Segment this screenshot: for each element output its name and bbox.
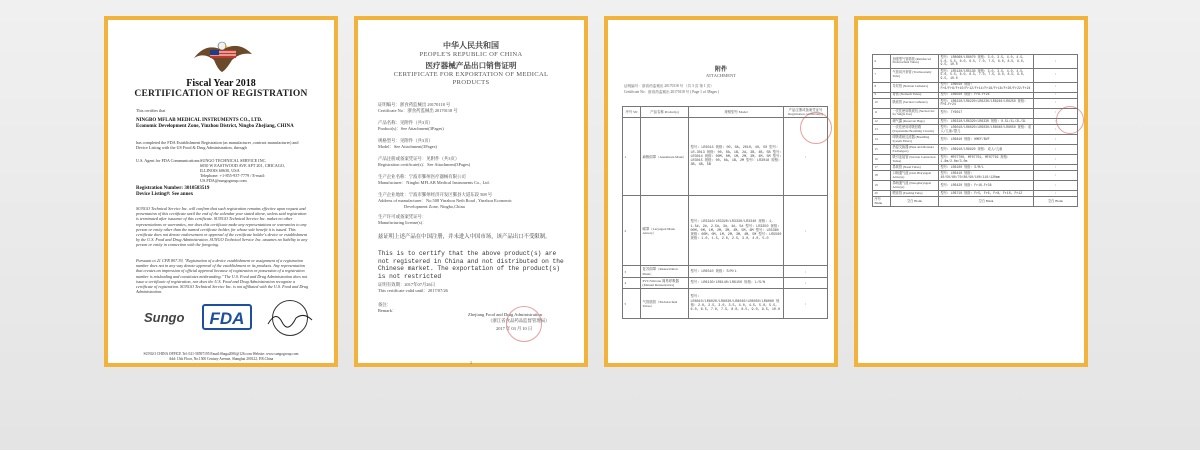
issuer: Zhejiang Food and Drug Administration [468,312,543,317]
agent-address-1: 6050 W EASTWOOD AVE APT 201, CHICAGO, [200,163,285,168]
cell-product: 喉罩（Laryngeal Mask Airway） [641,196,689,266]
cell-product: 胃管 (Stomach Tubes) [891,92,939,98]
cell-model: 型号: LR3310/LR3320/LR3330/LR3340 规格: 1, 1.5#, 2#, 2.5#, 3#, 4#, 5# 型号: LR3350 规格: 00M, 0M, 1M, 2M, 3M, 4M, 5M, 6M 型号: LR3360 规格: 00M, 0M, 1M, 2M, 3M, 4M, 5M 型号: LR5500 规格: 1.0, 1.5, 2.0, 2.5, 3.0, 4.0, 5.0 [689,196,784,266]
title-en: CERTIFICATE FOR EXPORTATION OF MEDICAL PRODUCTS [393,71,549,86]
cell-sn: 20 [873,191,891,197]
address-en-2: Development Zone, Ningbo,China [404,204,465,209]
attachment-page-1 [614,26,828,357]
cell-sn: 9 [873,92,891,98]
cell-product: 呼吸系统过滤器 (Breathing System Filters) [891,135,939,145]
table-row [873,68,1078,82]
table-row [623,277,828,288]
agent-address-2: ILLINOIS 60630, USA [200,168,240,173]
official-red-seal-icon [506,306,542,342]
cell-registration: / [1034,55,1078,69]
cell-sn: 16 [873,155,891,165]
cell-model: 型号: TY6017 [939,108,1034,118]
cell-registration: / [1034,82,1078,92]
cell-product: 热湿交换器 (Heat and Moisture Exchangers) [891,145,939,155]
certificate-frame-1[interactable] [104,16,338,367]
cell-model: 型号: LR6100 规格: S/M/L [939,165,1034,171]
cell-product: 麻醉面罩（Anesthesia Mask） [641,118,689,196]
cell-model: 型号: LR6010/LR6020/LR6030/LR6040/LR6050 规格: 成人/儿童/婴儿 [939,125,1034,135]
cell-registration: / [784,289,828,319]
registration-en: Registration certificate(s)：See Attachment(3Pages) [378,162,471,167]
title-cn: 医疗器械产品出口销售证明 [425,61,517,70]
cell-registration: / [1034,145,1078,155]
export-certificate [364,26,578,365]
cell-model: 型号: LR6910/LR6920 规格: 成人/儿童 [939,145,1034,155]
cell-registration: / [1034,181,1078,191]
header-product: 产品名称 Product(s) [641,107,689,118]
certificate-frame-2[interactable] [354,16,588,367]
statement-cn: 兹证明上述产品在中国注册，并未进入中国市场，该产品出口不受限制。 [378,234,551,240]
cell-model: 型号: LR6020 规格: Fr6-Fr24 [939,92,1034,98]
country-en: PEOPLE'S REPUBLIC OF CHINA [419,51,523,58]
address-cn: 生产企业地址：宁波市鄞州经济开发区鄞县大道东段 508 号 [378,192,493,197]
cell-model: 型号: LR6310/LR6320/LR6330 规格: 0.5L/1L/2L/3L [939,118,1034,124]
cell-registration: / [1034,135,1078,145]
product-en: Product(s)：See Attachment(3Pages) [378,126,444,131]
table-row [623,118,828,196]
cell-sn: 1 [623,118,641,196]
attachment-cert-en: Certificate No：浙食药监械出 20170118 号 ( Page 1 of 3Pages ) [624,90,719,94]
cell-sn: 4 [623,277,641,288]
cell-registration: / [1034,92,1078,98]
cell-sn: 7 [873,68,891,82]
cell-sn: 17 [873,165,891,171]
completed-text: has completed the FDA Establishment Registration (as manufacturer ,contract manufacturer) and Device Listing with the US Food & Drug Administration, through [136,140,299,151]
statement-en: This is to certify that the above product(s) are not registered in China and not distributed on the Chinese market. The exportation of the product(s) is not restricted [378,250,564,280]
cell-product: 复苏面罩（Resuscitation Mask） [641,266,689,277]
cert-no-cn: 证明编号：浙食药监械出 20170118 号 [378,102,451,107]
table-row [623,196,828,266]
valid-date-en: This certificate valid until：2017/07/26 [378,288,448,293]
device-listing: Device Listing#: See annex [136,192,194,197]
cell-product: 一次性使用呼吸回路 (Expandable Breathing Circuits) [891,125,939,135]
cell-registration: / [784,277,828,288]
cell-sn: 13 [873,125,891,135]
cell-product: 气管插管（Endotracheal Tubes） [641,289,689,319]
cell-registration: / [784,196,828,266]
cell-sn: 18 [873,171,891,181]
cell-model: 型号: LR6210/LR6220/LR6230/LR6240/LR6250 规格: Fr6-Fr24 [939,98,1034,108]
cell-registration: / [1034,68,1078,82]
cell-model: 型号: LR6130/LR6140/LR6150 规格: L/S/N [689,277,784,288]
cell-sn: 2 [623,196,641,266]
footer-blank: 空白 Blank [939,197,1034,207]
cell-model: 型号: LR6510 规格: S/M/L [689,266,784,277]
agent-name: SUNGO TECHNICAL SERVICE INC. [200,158,267,163]
cell-product: 吸痰管 (Suction Catheters) [891,98,939,108]
attachment-cert-cn: 证明编号：浙食药监械出 20170118 号 （共 3 页 第 1 页） [624,84,714,88]
manufacturer-cn: 生产企业名称：宁波市鄞州医疗器械有限公司 [378,174,466,179]
cell-product: 鼻咽通气道 (Nasopharyngeal Airways) [891,181,939,191]
cell-sn: 11 [873,108,891,118]
eagle-flag-icon [192,36,254,74]
company-name: NINGBO MFLAB MEDICAL INSTRUMENTS CO., LTD. [136,118,263,123]
remark-en: Remark： [378,308,397,313]
attachment-page-2 [864,26,1078,357]
cell-model: 型号: LR8010/LR8020/LR8030/LR8040/LR8050/LR8060 规格: 2.0, 2.5, 3.0, 3.5, 4.0, 4.5, 5.0, 5.5, 6.0, 6.5, 7.0, 7.5, 8.0, 8.5, 9.0, 9.5, 10.0 [689,289,784,319]
logo-row [144,304,314,334]
remark-cn: 备注： [378,302,392,307]
manufacturer-en: Manufacturer：Ningbo MFLAB Medical Instruments Co., Ltd. [378,180,490,185]
fda-registration-certificate [114,26,328,361]
footer-blank: 空白 Blank [891,197,939,207]
header-sn: 序号 SN [623,107,641,118]
table-row [623,266,828,277]
cell-sn: 5 [623,289,641,319]
agent-label: U.S. Agent for FDA Communications: [136,158,201,163]
registration-cn: 产品注册或备案凭证号：见附件（共3页） [378,156,460,161]
sungo-logo: Sungo [144,310,185,325]
cell-registration: / [784,118,828,196]
cell-product: 口咽通气道 (Oral Pharyngeal Airways) [891,171,939,181]
cell-sn: 6 [873,55,891,69]
cell-model: 型号: LR6810 规格: HMEF/BVF [939,135,1034,145]
disclaimer-paragraph-2: Pursuant to 21 CFR 807.39, "Registration of a device establishment or assignment of a registration number does not in any way denote approval of the establishment or its products. Any representation that creates an impression of official approval because of registration or possession of a registration number is misleading and constitutes misbranding." The U.S. Food and Drug Administration does not issue a certificate of registration, nor does the U.S. Food and Drug Administration recognize a certificate of registration. SUNGO Technical Service Inc. is not affiliated with the U.S. Food and Drug Administration. [136,258,309,295]
cell-registration: / [1034,98,1078,108]
table-row [873,55,1078,69]
cell-sn: 3 [623,266,641,277]
cell-model: 型号: LR6710 规格: Fr5, Fr6, Fr8, Fr10, Fr12 [939,191,1034,197]
cell-product: PVC/Silicone 简易呼吸器 (Manual Resuscitators) [641,277,689,288]
attachment-table-1 [622,106,828,319]
fda-logo: FDA [202,304,252,330]
cell-registration: / [1034,165,1078,171]
cell-product: 储气囊 (Reservoir Bags) [891,118,939,124]
cell-product: 气管切开套管 (Tracheostomy Tube) [891,68,939,82]
signature-icon [266,308,316,330]
cell-product: 吸引连接管 (Suction Connection Tubes) [891,155,939,165]
table-footer-row [873,197,1078,207]
fiscal-year: Fiscal Year 2018 [186,78,256,89]
footer [118,352,324,361]
certificate-frame-3[interactable] [604,16,838,367]
issuer-cn: （浙江省食品药品监督管理局） [488,318,550,323]
cell-model: 型号: LR8060/LR8070 规格: 3.0, 3.5, 4.0, 4.5, 5.0, 5.5, 6.0, 6.5, 7.0, 7.5, 8.0, 8.5, 9.0, 9.5, 10.0 [939,55,1034,69]
attachment-title-cn: 附件 [714,67,727,73]
cell-model: 型号: LR6410 规格: 40/50/60/70/80/90/100/110/120mm [939,171,1034,181]
valid-date-cn: 证明有效期：2017年07月26日 [378,282,436,287]
cell-registration: / [1034,155,1078,165]
registration-number: Registration Number: 3010583519 [136,186,210,191]
table-row [873,135,1078,145]
header-registration: 产品注册或备案凭证号 Registration certificate(s) [784,107,828,118]
cell-model: 型号: LR3013 规格: 00, 0A, 2010, 40, 50 型号: LR-3013 规格: 00, 0A, 1B, 2A, 3B, 4B, 5B 型号: LR3014 规格: 00M, 0M, 1M, 2M, 3M, 4M, 5M 型号: LR3015 规格: 00, 0A, 1B, 2M 型号: LR3018 规格: 3B, 4B, 5B [689,118,784,196]
table-row [873,125,1078,135]
product-cn: 产品名称：见附件（共3页） [378,120,433,125]
model-en: Model：See Attachment(3Pages) [378,144,437,149]
table-row [873,155,1078,165]
cell-registration: / [784,266,828,277]
address-en-1: Address of manufacturer：No.508 Yinzhou Neth Road , Yinzhou Economic [378,198,512,203]
footer-blank: 空白 Blank [1034,197,1078,207]
table-header-row [623,107,828,118]
cell-registration: / [1034,118,1078,124]
table-row [873,108,1078,118]
agent-telephone: Telephone: +1-855-937-7779 / E-mail: US.FDA@sungogroup.com [200,173,265,184]
certificate-frame-4[interactable] [854,16,1088,367]
license-en: Manufacturing license(s)： [378,220,427,225]
cell-sn: 14 [873,135,891,145]
issue-date: 2017 年 03 月 10 日 [496,326,533,331]
table-row [623,289,828,319]
table-row [873,181,1078,191]
model-cn: 规格型号：见附件（共3页） [378,138,433,143]
footer-contact: SUNGO CHINA OFFICE Tel: 021-58597195 Email:Shaga2006@126.com Website: www.sungogroup.com [143,352,299,356]
cell-model: 型号: LR6010 规格: Fr6/Fr8/Fr10/Fr12/Fr14/Fr16/Fr18/Fr20/Fr22/Fr24 [939,82,1034,92]
cell-model: 型号: LR5120/LR5130 规格: 3.0, 3.5, 4.0, 4.5, 5.0, 5.5, 6.0, 6.5, 7.0, 7.5, 8.0, 8.5, 9.0, 9.5, 10.0 [939,68,1034,82]
cell-product: 喂食管 (Feeding Tube) [891,191,939,197]
cell-registration: / [1034,191,1078,197]
page-number: 1 [469,360,473,365]
cell-sn: 15 [873,145,891,155]
company-address: Economic Development Zone, Yinzhou District, Ningbo Zhejiang, CHINA [136,124,294,129]
disclaimer-paragraph-1: SUNGO Technical Service Inc. will confirm that such registration remains effective upon request and presentation of this certificate until the end of the calendar year stated above, unless said registration is terminated after issuance of this certificate. SUNGO Technical Service Inc. makes no other representations or warranties, nor does this certificate make any representations or warranties to any person or entity other than the named certificate holder, for whose sole benefit it is issued. This certificate does not denote endorsement or approval of the certificate holder's device or establishment by the U.S. Food and Drug Administration. SUNGO Technical Service Inc. assumes no liability to any person or entity in connection with the foregoing. [136,206,308,248]
cell-product: 鼻氧管 (Nasal Tubes) [891,165,939,171]
certificate-title: CERTIFICATION OF REGISTRATION [134,89,308,99]
table-row [873,82,1078,92]
attachment-table-2 [872,54,1078,207]
header-model: 规格型号 Model [689,107,784,118]
cell-sn: 12 [873,118,891,124]
certifies-text: This certifies that [136,108,166,113]
table-row [873,145,1078,155]
cell-model: 型号: LR6420 规格: Fr16-Fr36 [939,181,1034,191]
cell-sn: 8 [873,82,891,92]
attachment-title-en: ATTACHMENT [705,73,737,78]
cell-product: 导尿管 (Nelaton Catheters) [891,82,939,92]
table-row [873,171,1078,181]
cell-product: 加强型气管插管 (Reinforced Endotracheal Tubes) [891,55,939,69]
cert-no-en: Certificate No：浙食药监械出 20170118 号 [378,108,458,113]
country-cn: 中华人民共和国 [443,41,499,50]
cell-sn: 10 [873,98,891,108]
cell-sn: 19 [873,181,891,191]
license-cn: 生产许可或备案凭证号： [378,214,427,219]
cell-model: 型号: MF07700, MF07701, MF07702 规格: 1.8m/2.0m/3.0m [939,155,1034,165]
cell-registration: / [1034,171,1078,181]
table-row [873,98,1078,108]
footer-address: Add: 13th Floor, No.1500 Century Avenue, Shanghai 200122, P.R.China [168,356,274,361]
cell-product: 一次性使用吸痰包 (Suction Set for Single Use) [891,108,939,118]
cell-registration: / [1034,108,1078,118]
cell-registration: / [1034,125,1078,135]
footer-sn: 序号 Blank [873,197,891,207]
